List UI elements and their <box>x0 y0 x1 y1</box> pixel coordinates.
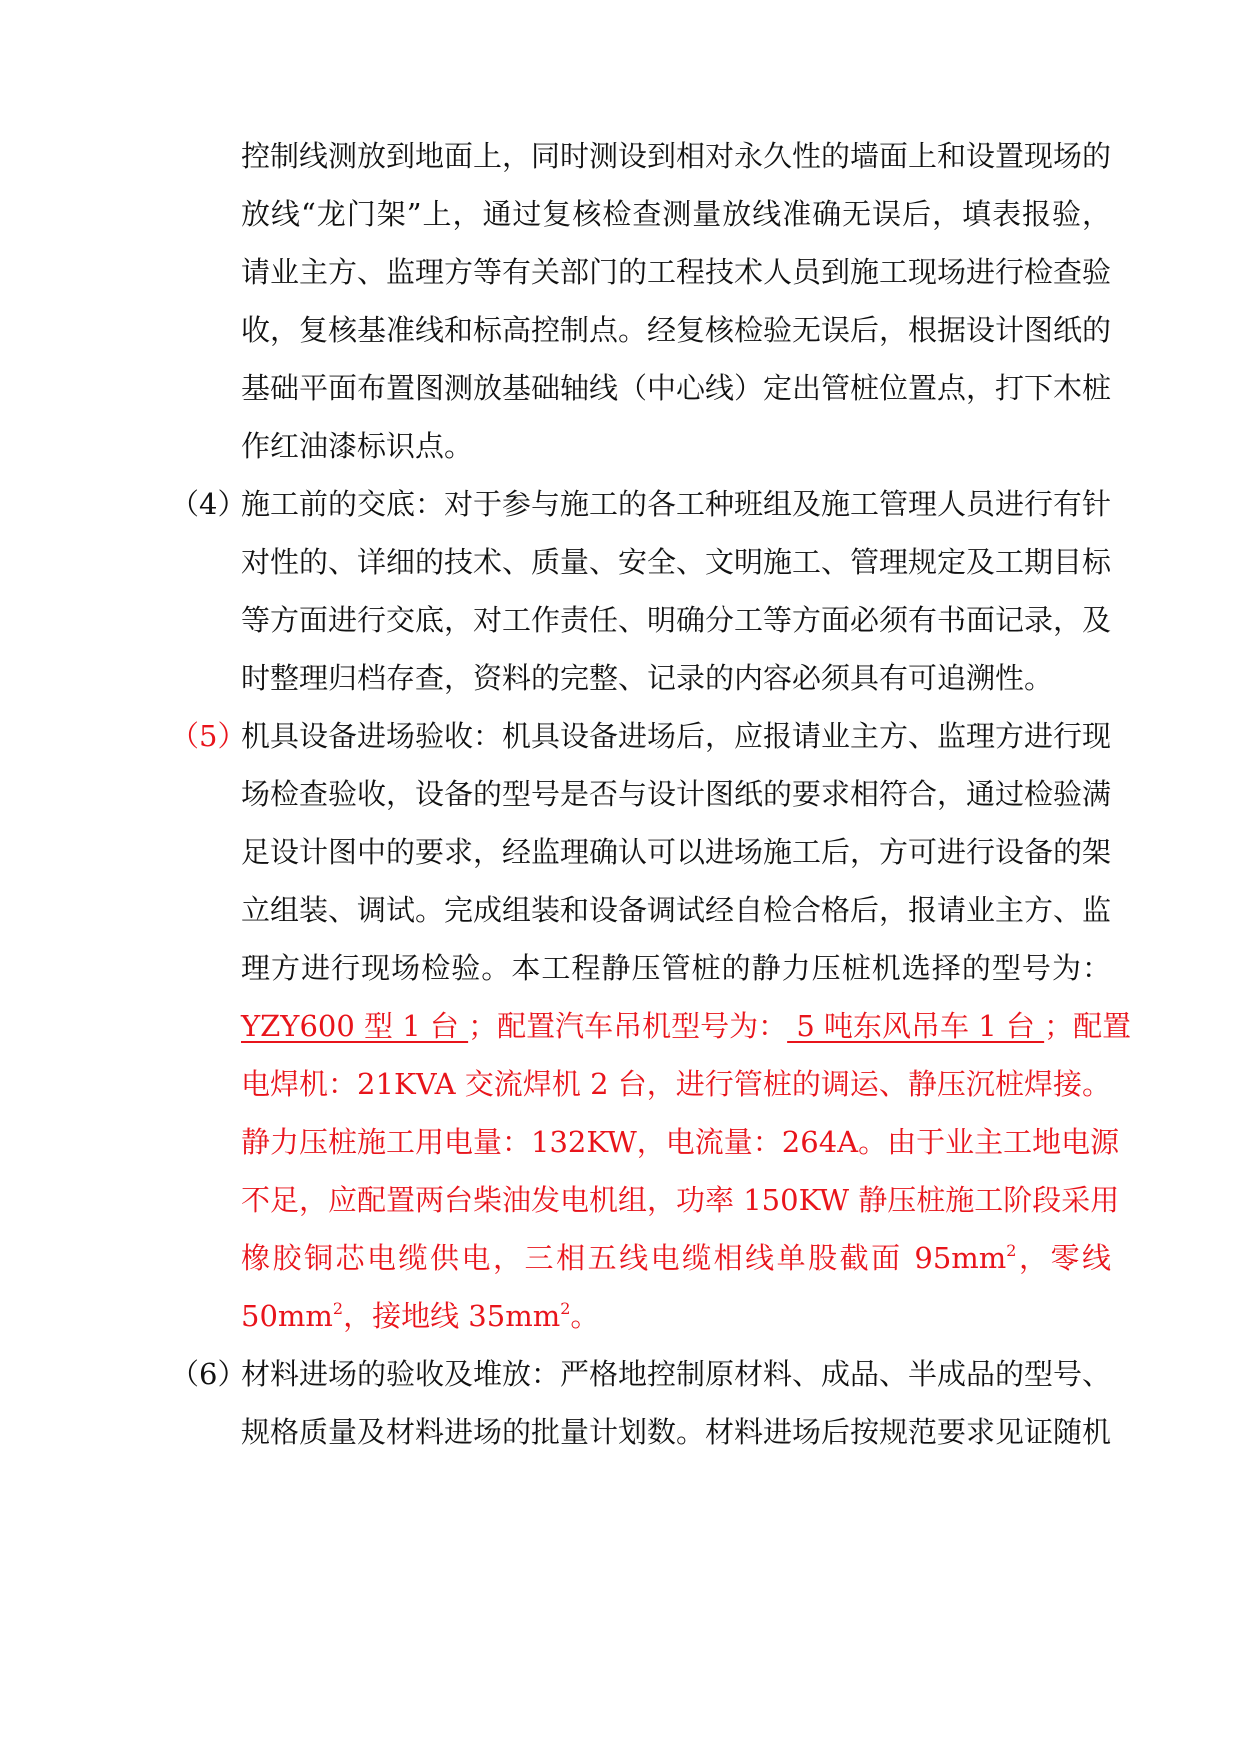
body-text-line: 放线“龙门架”上，通过复核检查测量放线准确无误后，填表报验， <box>241 197 1111 231</box>
superscript: 2 <box>560 1299 571 1318</box>
item-number: （4） <box>170 487 247 521</box>
red-text-segment: 橡胶铜芯电缆供电，三相五线电缆相线单股截面 95mm <box>241 1241 1007 1275</box>
red-text-line: 电焊机：21KVA 交流焊机 2 台，进行管桩的调运、静压沉桩焊接。 <box>241 1067 1111 1101</box>
red-text-segment: 50mm <box>241 1299 333 1333</box>
red-text-segment: ；配置汽车吊机型号为： <box>468 1009 788 1043</box>
underlined-model-text: YZY600 型 1 台 <box>241 1009 469 1043</box>
body-text-line: 立组装、调试。完成组装和设备调试经自检合格后，报请业主方、监 <box>241 893 1112 927</box>
item-number: （6） <box>170 1357 247 1391</box>
red-text-line <box>241 1291 1111 1341</box>
body-text-line: 对性的、详细的技术、质量、安全、文明施工、管理规定及工期目标 <box>241 545 1112 579</box>
body-text-line: 施工前的交底：对于参与施工的各工种班组及施工管理人员进行有针 <box>241 487 1112 521</box>
red-text-segment: ，零线 <box>1016 1241 1111 1275</box>
body-text-line: 规格质量及材料进场的批量计划数。材料进场后按规范要求见证随机 <box>241 1415 1112 1449</box>
body-text-line: 材料进场的验收及堆放：严格地控制原材料、成品、半成品的型号、 <box>241 1357 1112 1391</box>
superscript: 2 <box>1006 1241 1017 1260</box>
red-text-line: 不足，应配置两台柴油发电机组，功率 150KW 静压桩施工阶段采用 <box>241 1183 1120 1217</box>
body-text-line: 基础平面布置图测放基础轴线（中心线）定出管桩位置点，打下木桩 <box>241 371 1112 405</box>
body-text-line: 控制线测放到地面上，同时测设到相对永久性的墙面上和设置现场的 <box>241 139 1112 173</box>
body-text-line: 机具设备进场验收：机具设备进场后，应报请业主方、监理方进行现 <box>241 719 1112 753</box>
body-text-line: 时整理归档存查，资料的完整、记录的内容必须具有可追溯性。 <box>241 661 1054 695</box>
red-text-line <box>241 1233 1111 1283</box>
body-text-line: 等方面进行交底，对工作责任、明确分工等方面必须有书面记录，及 <box>241 603 1112 637</box>
body-text-line: 场检查验收，设备的型号是否与设计图纸的要求相符合，通过检验满 <box>241 777 1112 811</box>
body-text-line: 请业主方、监理方等有关部门的工程技术人员到施工现场进行检查验 <box>241 255 1112 289</box>
superscript: 2 <box>332 1299 344 1318</box>
red-text-line: 静力压桩施工用电量：132KW，电流量：264A。由于业主工地电源 <box>241 1125 1120 1159</box>
item-number: （5） <box>170 719 247 753</box>
red-text-line <box>241 1001 1132 1051</box>
red-text-segment: 。 <box>570 1299 600 1333</box>
red-text-segment: ，接地线 35mm <box>343 1299 561 1333</box>
underlined-crane-text: 5 吨东风吊车 1 台 <box>787 1009 1045 1043</box>
body-text-line: 收，复核基准线和标高控制点。经复核检验无误后，根据设计图纸的 <box>241 313 1112 347</box>
body-text-line: 理方进行现场检验。本工程静压管桩的静力压桩机选择的型号为： <box>241 951 1111 985</box>
red-text-segment: ；配置 <box>1044 1009 1132 1043</box>
body-text-line: 足设计图中的要求，经监理确认可以进场施工后，方可进行设备的架 <box>241 835 1112 869</box>
body-text-line: 作红油漆标识点。 <box>241 429 474 463</box>
